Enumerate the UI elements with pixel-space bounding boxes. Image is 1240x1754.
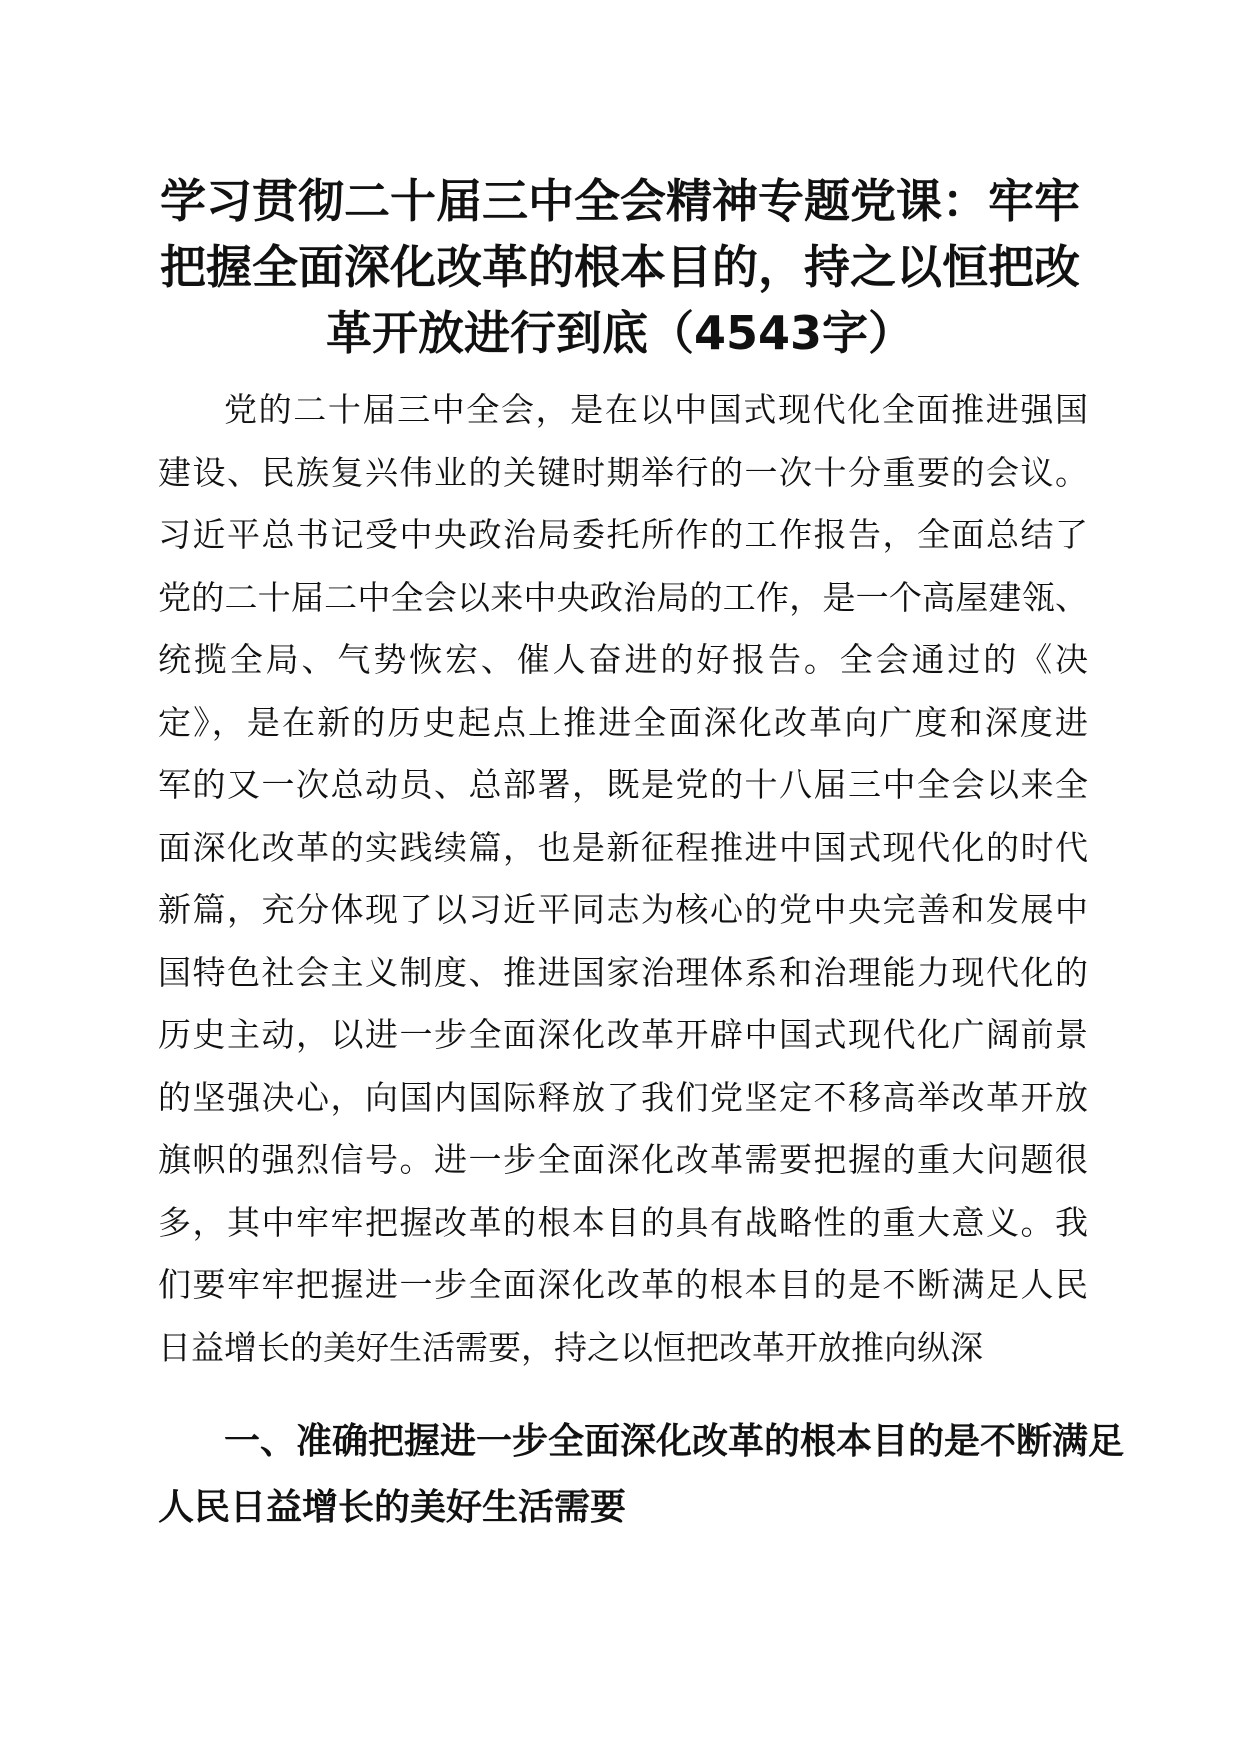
title-line: 革开放进行到底（4543字） xyxy=(325,306,915,360)
paragraph-line: 旗帜的强烈信号。进一步全面深化改革需要把握的重大问题很 xyxy=(158,1140,1088,1179)
paragraph-line: 面深化改革的实践续篇，也是新征程推进中国式现代化的时代 xyxy=(158,827,1088,867)
paragraph-line: 党的二十届二中全会以来中央政治局的工作，是一个高屋建瓴、 xyxy=(158,577,1088,617)
paragraph-line: 国特色社会主义制度、推进国家治理体系和治理能力现代化的 xyxy=(158,952,1088,992)
heading-line: 人民日益增长的美好生活需要 xyxy=(158,1487,627,1528)
title-line: 学习贯彻二十届三中全会精神专题党课：牢牢 xyxy=(160,174,1080,228)
paragraph-line: 定》，是在新的历史起点上推进全面深化改革向广度和深度进 xyxy=(158,702,1088,742)
paragraph-line: 党的二十届三中全会，是在以中国式现代化全面推进强国 xyxy=(224,390,1088,429)
paragraph-line: 习近平总书记受中央政治局委托所作的工作报告，全面总结了 xyxy=(158,515,1088,554)
document-title xyxy=(150,168,1090,366)
heading-line: 一、准确把握进一步全面深化改革的根本目的是不断满足 xyxy=(224,1421,1125,1462)
paragraph-line: 建设、民族复兴伟业的关键时期举行的一次十分重要的会议。 xyxy=(158,452,1088,492)
intro-paragraph xyxy=(158,379,1088,1379)
paragraph-line: 新篇，充分体现了以习近平同志为核心的党中央完善和发展中 xyxy=(158,890,1088,929)
title-line: 把握全面深化改革的根本目的，持之以恒把改 xyxy=(160,240,1080,294)
paragraph-line: 们要牢牢把握进一步全面深化改革的根本目的是不断满足人民 xyxy=(158,1265,1088,1304)
section-heading xyxy=(158,1409,1125,1541)
paragraph-line: 的坚强决心，向国内国际释放了我们党坚定不移高举改革开放 xyxy=(158,1077,1088,1117)
paragraph-line: 历史主动，以进一步全面深化改革开辟中国式现代化广阔前景 xyxy=(158,1015,1088,1054)
paragraph-line: 统揽全局、气势恢宏、催人奋进的好报告。全会通过的《决 xyxy=(158,640,1088,679)
paragraph-line: 军的又一次总动员、总部署，既是党的十八届三中全会以来全 xyxy=(158,765,1088,804)
paragraph-line: 日益增长的美好生活需要，持之以恒把改革开放推向纵深 xyxy=(158,1327,983,1367)
paragraph-line: 多，其中牢牢把握改革的根本目的具有战略性的重大意义。我 xyxy=(158,1202,1088,1242)
